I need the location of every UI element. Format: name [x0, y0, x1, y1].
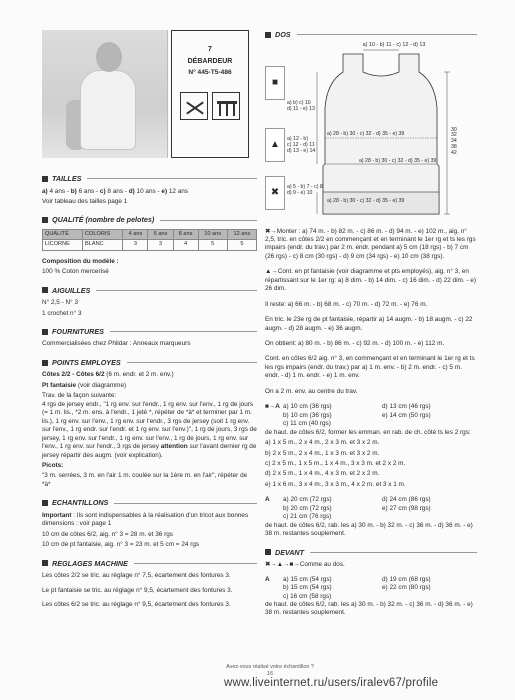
back-schematic-diagram [265, 41, 477, 220]
waist-label: a) 28 - b) 30 - c) 32 - d) 35 - e) 39 [359, 157, 437, 164]
model-ref: N° 445-T5-486 [188, 69, 232, 77]
machine-line-2: Le pt fantaisie se tric. au réglage n° 9,5, écartement des fontures 3. [42, 586, 233, 594]
page-footer: Avez-vous réalisé votre échantillon ? 16 [170, 664, 370, 678]
model-number: 7 [208, 46, 212, 53]
section-devant: DEVANT [265, 548, 477, 558]
armhole-label: a) 12 - b) c) 12 - d) 11 d) 13 - e) 14 [287, 135, 316, 154]
section-tailles: TAILLES [42, 174, 257, 184]
back-step-7: On a 2 m. env. au centre du trav. [265, 387, 358, 395]
triangle-symbol-icon: ▲ [265, 128, 285, 162]
square-bullet-icon [265, 32, 271, 38]
square-bullet-icon [42, 560, 48, 566]
back-step-3: Il reste: a) 66 m. - b) 68 m. - c) 70 m. - d) 72 m. - e) 76 m. [265, 300, 428, 308]
supplies-line: Commercialisées chez Phildar : Anneaux marqueurs [42, 340, 191, 348]
model-name: DÉBARDEUR [187, 58, 233, 66]
watermark-url: www.liveinternet.ru/users/iralev67/profile [224, 677, 439, 689]
dec-line-b: b) 2 x 5 m., 2 x 4 m., 1 x 3 m. et 3 x 2 m. [265, 449, 380, 457]
page-number: 16 [267, 671, 273, 678]
section-machine: REGLAGES MACHINE [42, 559, 257, 569]
gauge-important: Important : Ils sont indispensables à la réalisation d'un tricot aux bonnes dimensions : voir page 1 [42, 511, 249, 528]
cross-symbol-icon: ✖ [265, 176, 285, 210]
gauge-line-2: 10 cm de pt fantaisie, aig. n° 3 = 23 m. et 5 cm = 24 rgs [42, 541, 200, 549]
picots-text: "3 m. serrées, 3 m. en l'air 1 m. coulée sur la 1ère m. en l'air", répéter de *à* [42, 472, 248, 488]
dec-line-c: c) 2 x 5 m., 1 x 5 m., 1 x 4 m., 3 x 3 m. et 2 x 2 m. [265, 460, 406, 468]
sizes-note: Voir tableau des tailles page 1 [42, 197, 128, 205]
square-bullet-icon [42, 217, 48, 223]
neck-width-label: a) 10 - b) 11 - c) 12 - d) 13 [362, 41, 426, 48]
section-dos: DOS [265, 30, 477, 40]
machine-knitting-icon [212, 92, 240, 120]
dec-line-a: a) 1 x 5 m., 2 x 4 m., 2 x 3 m. et 3 x 2 m. [265, 439, 380, 447]
hem-width-label: a) 28 - b) 30 - c) 32 - d) 35 - e) 39 [327, 197, 405, 204]
square-bullet-icon [42, 329, 48, 335]
needles-line: N° 2,5 - N° 3 [42, 299, 79, 307]
shoulder-label: a) b) c) 10 d) 11 - e) 13 [287, 99, 315, 112]
stitch-instructions: Trav. de la façon suivante: 4 rgs de jersey endr., "1 rg env. sur l'endr., 1 rg env. sur l'env., 1 rg de jours (= 1 m. lis., *2 m. ens. à l'endr., 1 jeté *, répéter de *à* et terminer par 1 m. lis.), 1 rg env. sur l'env., 1 rg env. sur l'endr., 3 rgs de jersey (soit 1 rg env. sur l'env., 1 rg endr. sur l'endr. et 1 rg env. sur l'env.)", 1 rg de jours, 3 rgs de jersey, 1 rg env. sur l'endr., 1 rg env. sur l'env., 1 rg de jours, 1 rg env. sur l'env., 1 rg env. sur l'endr., 3 rgs de jersey attention sur l'avant dernier rg de jersey répartir des augm. (voir explication). [42, 392, 257, 459]
front-step-2: de haut. de côtes 6/2, rab. les a) 30 m. - b) 32 m. - c) 36 m. - d) 36 m. - e) 38 m. restantes souplement. [265, 600, 473, 617]
dec-line-d: d) 2 x 5 m., 1 x 4 m., 4 x 3 m. et 2 x 2 m. [265, 470, 380, 478]
composition-title: Composition du modèle : [42, 257, 119, 265]
picots-title: Picots: [42, 461, 64, 469]
stitch-cotes: Côtes 2/2 - Côtes 6/2 (6 m. endr. et 2 m. env.) [42, 371, 174, 379]
back-step-1: ✖→Monter : a) 74 m. - b) 82 m. - c) 86 m. - d) 94 m. - e) 102 m., aig. n° 2,5, tric. en côtes 2/2 en commençant et en terminant le 1er rg et ts les rgs impairs (endr. du trav.) par 2 m. endr. pendant a) 5 cm (18 rgs) - b) 7 cm (26 rgs) - c) 8 cm (30 rgs) - d) 9 cm (34 rgs) - e) 10 cm (38 rgs). [265, 227, 476, 260]
front-height-table: A a) 15 cm (54 rgs) d) 19 cm (68 rgs) b) 15 cm (54 rgs) e) 22 cm (80 rgs) c) 16 cm (58 rgs) [265, 575, 431, 600]
section-fournitures: FOURNITURES [42, 327, 257, 337]
shoulder-height-table: A a) 20 cm (72 rgs) d) 24 cm (86 rgs) b) 20 cm (72 rgs) e) 27 cm (98 rgs) c) 21 cm (76 rgs) [265, 496, 431, 521]
square-bullet-icon [265, 549, 271, 555]
back-step-5: On obtient: a) 80 m. - b) 86 m. - c) 92 m. - d) 100 m. - e) 112 m. [265, 340, 445, 348]
front-step-1: ✖→▲→■→Comme au dos. [265, 561, 345, 569]
back-step-8: de haut. de côtes 6/2, former les emman. en rab. de ch. côté ts les 2 rgs: [265, 428, 471, 436]
composition-value: 100 % Coton mercerisé [42, 268, 109, 276]
back-step-2: ▲→Cont. en pt fantaisie (voir diagramme et pts employés), aig. n° 3, en répartissant sur le 1er rg: a) 8 dim. - b) 14 dim. - c) 16 dim. - d) 22 dim. - e) 26 dim. [265, 268, 476, 293]
square-bullet-icon [42, 500, 48, 506]
square-bullet-icon [42, 360, 48, 366]
section-points: POINTS EMPLOYES [42, 358, 257, 368]
square-bullet-icon [42, 287, 48, 293]
yarn-table: QUALITÉ COLORIS 4 ans 6 ans 8 ans 10 ans 12 ans LICORNE BLANC 3 3 4 5 5 [42, 229, 257, 251]
stitch-fantaisie: Pt fantaisie (voir diagramme) [42, 381, 127, 389]
sizes-line: a) 4 ans - b) 6 ans - c) 8 ans - d) 10 ans - e) 12 ans [42, 187, 189, 195]
back-step-4: En tric. le 23e rg de pt fantaisie, répartir a) 14 augm. - b) 18 augm. - c) 22 augm. - d) 28 augm. - e) 36 augm. [265, 316, 473, 332]
rib-height-label: a) 5 - b) 7 - c) 8 d) 9 - e) 10 [287, 183, 323, 196]
total-length-label: 30 32 34 38 42 [451, 126, 457, 157]
square-symbol-icon: ■ [265, 66, 285, 100]
model-info-box [171, 30, 249, 158]
section-qualite: QUALITÉ (nombre de pelotes) [42, 215, 257, 225]
machine-line-1: Les côtes 2/2 se tric. au réglage n° 7,5, écartement des fontures 3. [42, 572, 231, 580]
bust-width-label: a) 28 - b) 30 - c) 32 - d) 35 - e) 39 [327, 130, 405, 137]
section-echantillons: ECHANTILLONS [42, 498, 257, 508]
table-row: LICORNE BLANC 3 3 4 5 5 [43, 240, 257, 250]
square-bullet-icon [42, 176, 48, 182]
crochet-line: 1 crochet n° 3 [42, 309, 82, 317]
dec-line-e: e) 1 x 6 m., 3 x 4 m., 3 x 3 m., 4 x 2 m. et 3 x 1 m. [265, 480, 406, 488]
back-step-9: de haut. de côtes 6/2, rab. les a) 30 m. - b) 32 m. - c) 36 m. - d) 36 m. - e) 38 m. restantes souplement. [265, 521, 473, 538]
hand-knitting-icon [180, 92, 208, 120]
back-step-6: Cont. en côtes 6/2 aig. n° 3, en commençant et en terminant le 1er rg et ts les rgs impairs (endr. du trav.) par a) 1 m. env. - b) 2 m. endr. - c) 5 m. endr. - d) 1 m. endr. - e) 1 m. env. [265, 355, 475, 380]
armhole-height-table: ■→A a) 10 cm (36 rgs) d) 13 cm (46 rgs) b) 10 cm (36 rgs) e) 14 cm (50 rgs) c) 11 cm (40 rgs) [265, 403, 431, 428]
machine-line-3: Les côtes 6/2 se tric. au réglage n° 9,5, écartement des fontures 3. [42, 601, 231, 609]
section-aiguilles: AIGUILLES [42, 286, 257, 296]
gauge-line-1: 10 cm de côtes 6/2, aig. n° 3 = 28 m. et 36 rgs [42, 530, 173, 538]
model-photo [42, 30, 168, 158]
